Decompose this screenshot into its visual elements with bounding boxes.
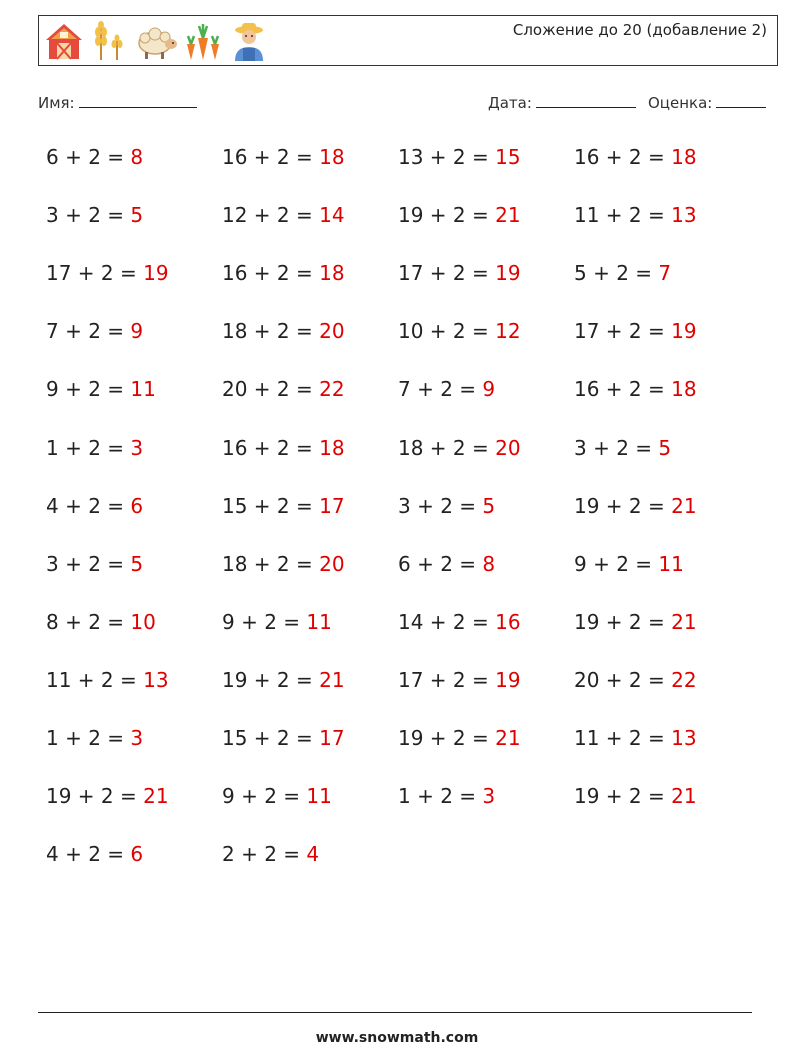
problem-question: 11 + 2 =	[574, 726, 672, 750]
problem-answer: 16	[495, 609, 521, 634]
problem	[222, 377, 345, 401]
problem-answer: 4	[306, 842, 320, 867]
problem	[574, 610, 697, 634]
problem	[46, 261, 169, 285]
problem-answer: 5	[130, 203, 144, 228]
problem-answer: 11	[130, 377, 156, 402]
problem-answer: 18	[671, 145, 697, 169]
problem	[46, 494, 143, 518]
problem	[46, 610, 156, 634]
problem-answer: 21	[671, 609, 697, 634]
footer-divider	[38, 1012, 752, 1013]
problem-question: 19 + 2 =	[574, 609, 672, 634]
problem-question: 17 + 2 =	[574, 319, 672, 344]
wheat-icon	[89, 20, 129, 62]
problem-question: 13 + 2 =	[398, 145, 496, 169]
problem	[46, 552, 143, 576]
problem-answer: 19	[495, 261, 521, 286]
problem-question: 1 + 2 =	[46, 726, 131, 750]
problem-question: 11 + 2 =	[46, 667, 144, 692]
problem	[574, 377, 697, 401]
problem	[574, 668, 697, 692]
problem-answer: 20	[495, 435, 521, 460]
date-field	[488, 94, 636, 112]
name-label: Имя:	[38, 94, 75, 112]
problem-answer: 17	[319, 726, 345, 750]
problem-question: 9 + 2 =	[222, 609, 307, 634]
problem-question: 7 + 2 =	[398, 377, 483, 402]
worksheet-header	[38, 15, 778, 66]
problem-question: 17 + 2 =	[46, 261, 144, 286]
problem-answer: 21	[671, 493, 697, 518]
problem-answer: 18	[671, 377, 697, 402]
problem	[574, 436, 671, 460]
problem	[46, 726, 143, 750]
problem-question: 3 + 2 =	[398, 493, 483, 518]
problem	[398, 319, 521, 343]
problem-question: 3 + 2 =	[46, 551, 131, 576]
problem-question: 14 + 2 =	[398, 609, 496, 634]
problem-question: 20 + 2 =	[222, 377, 320, 402]
problem-question: 20 + 2 =	[574, 667, 672, 692]
farmer-icon	[229, 20, 269, 62]
problem	[574, 319, 697, 343]
barn-icon	[43, 20, 85, 62]
problem-question: 16 + 2 =	[574, 377, 672, 402]
problem-question: 12 + 2 =	[222, 203, 320, 228]
problem-question: 17 + 2 =	[398, 667, 496, 692]
problem	[574, 784, 697, 808]
problem-question: 9 + 2 =	[574, 551, 659, 576]
problem	[222, 552, 345, 576]
grade-label: Оценка:	[648, 94, 713, 112]
problem-answer: 6	[130, 842, 144, 867]
problem-answer: 11	[306, 609, 332, 634]
problem	[46, 436, 143, 460]
problem-question: 15 + 2 =	[222, 726, 320, 750]
problem-answer: 8	[130, 145, 144, 169]
carrots-icon	[183, 20, 223, 62]
problem-question: 18 + 2 =	[222, 319, 320, 344]
problem-answer: 13	[143, 667, 169, 692]
date-label: Дата:	[488, 94, 532, 112]
problem	[222, 436, 345, 460]
problem-question: 19 + 2 =	[574, 784, 672, 809]
problem-question: 1 + 2 =	[46, 435, 131, 460]
problem	[46, 319, 143, 343]
problem-answer: 18	[319, 261, 345, 286]
problem-question: 4 + 2 =	[46, 842, 131, 867]
problem	[222, 842, 319, 866]
problem	[398, 726, 521, 750]
name-blank	[79, 94, 197, 108]
problem-answer: 18	[319, 435, 345, 460]
problem	[222, 319, 345, 343]
problem-question: 16 + 2 =	[222, 435, 320, 460]
problem	[46, 203, 143, 227]
problem-question: 19 + 2 =	[46, 784, 144, 809]
problem-question: 18 + 2 =	[398, 435, 496, 460]
problem	[574, 494, 697, 518]
problem-question: 19 + 2 =	[574, 493, 672, 518]
problem-answer: 9	[130, 319, 144, 344]
problem-answer: 17	[319, 493, 345, 518]
problem-question: 6 + 2 =	[398, 551, 483, 576]
problem-question: 18 + 2 =	[222, 551, 320, 576]
problem-question: 15 + 2 =	[222, 493, 320, 518]
problem-answer: 14	[319, 203, 345, 228]
problem-answer: 12	[495, 319, 521, 344]
problem-question: 10 + 2 =	[398, 319, 496, 344]
problem	[222, 726, 345, 750]
grade-field	[648, 94, 766, 112]
problem-answer: 20	[319, 551, 345, 576]
problem	[46, 784, 169, 808]
problem	[398, 784, 495, 808]
footer-site: www.snowmath.com	[315, 1030, 479, 1046]
problem	[46, 145, 143, 169]
problem	[222, 261, 345, 285]
problem	[398, 203, 521, 227]
problem	[574, 261, 671, 285]
problem-answer: 19	[143, 261, 169, 286]
problem	[398, 145, 521, 169]
problem-answer: 19	[671, 319, 697, 344]
problem-question: 2 + 2 =	[222, 842, 307, 867]
problem	[398, 610, 521, 634]
problem	[398, 552, 495, 576]
problem-answer: 21	[143, 784, 169, 809]
problem-answer: 21	[671, 784, 697, 809]
problem-answer: 15	[495, 145, 521, 169]
sheep-icon	[135, 20, 179, 62]
problem	[222, 203, 345, 227]
problem-answer: 20	[319, 319, 345, 344]
problem-question: 5 + 2 =	[574, 261, 659, 286]
problem-answer: 3	[130, 435, 144, 460]
problem	[574, 203, 697, 227]
problem-answer: 21	[319, 667, 345, 692]
problem-answer: 5	[130, 551, 144, 576]
problem-answer: 8	[482, 551, 496, 576]
problem-answer: 3	[482, 784, 496, 809]
problem-answer: 5	[482, 493, 496, 518]
problem-question: 4 + 2 =	[46, 493, 131, 518]
problem	[222, 610, 332, 634]
problem-question: 19 + 2 =	[222, 667, 320, 692]
worksheet-title: Сложение до 20 (добавление 2)	[512, 21, 767, 39]
problem	[222, 784, 332, 808]
problem	[398, 668, 521, 692]
problem-answer: 11	[658, 551, 684, 576]
problem-answer: 21	[495, 203, 521, 228]
problem	[46, 842, 143, 866]
problem	[398, 377, 495, 401]
problem-answer: 9	[482, 377, 496, 402]
problem-answer: 6	[130, 493, 144, 518]
problem	[398, 494, 495, 518]
problem-question: 3 + 2 =	[574, 435, 659, 460]
problem	[222, 145, 345, 169]
problem-question: 19 + 2 =	[398, 203, 496, 228]
problem-question: 16 + 2 =	[574, 145, 672, 169]
header-icons	[43, 20, 273, 64]
problem-question: 6 + 2 =	[46, 145, 131, 169]
problem-question: 9 + 2 =	[46, 377, 131, 402]
grade-blank	[716, 94, 766, 108]
problem-answer: 13	[671, 203, 697, 228]
problem-answer: 11	[306, 784, 332, 809]
problem	[574, 552, 684, 576]
problem	[222, 668, 345, 692]
problem-question: 16 + 2 =	[222, 145, 320, 169]
problem-answer: 19	[495, 667, 521, 692]
problem-answer: 18	[319, 145, 345, 169]
problem-answer: 13	[671, 726, 697, 750]
name-field	[38, 94, 197, 112]
problem	[398, 261, 521, 285]
problem-answer: 22	[319, 377, 345, 402]
problem	[46, 377, 156, 401]
problem-answer: 5	[658, 435, 672, 460]
problem-question: 3 + 2 =	[46, 203, 131, 228]
problem-question: 8 + 2 =	[46, 609, 131, 634]
problem-question: 19 + 2 =	[398, 726, 496, 750]
problem-question: 1 + 2 =	[398, 784, 483, 809]
problem	[222, 494, 345, 518]
problem-question: 17 + 2 =	[398, 261, 496, 286]
problem-answer: 10	[130, 609, 156, 634]
problem-question: 9 + 2 =	[222, 784, 307, 809]
date-blank	[536, 94, 636, 108]
problem-answer: 3	[130, 726, 144, 750]
problem-question: 11 + 2 =	[574, 203, 672, 228]
problem	[574, 726, 697, 750]
problem	[574, 145, 697, 169]
problem-answer: 22	[671, 667, 697, 692]
problem	[46, 668, 169, 692]
problem-question: 16 + 2 =	[222, 261, 320, 286]
problem-answer: 21	[495, 726, 521, 750]
problem-question: 7 + 2 =	[46, 319, 131, 344]
problem	[398, 436, 521, 460]
problem-answer: 7	[658, 261, 672, 286]
